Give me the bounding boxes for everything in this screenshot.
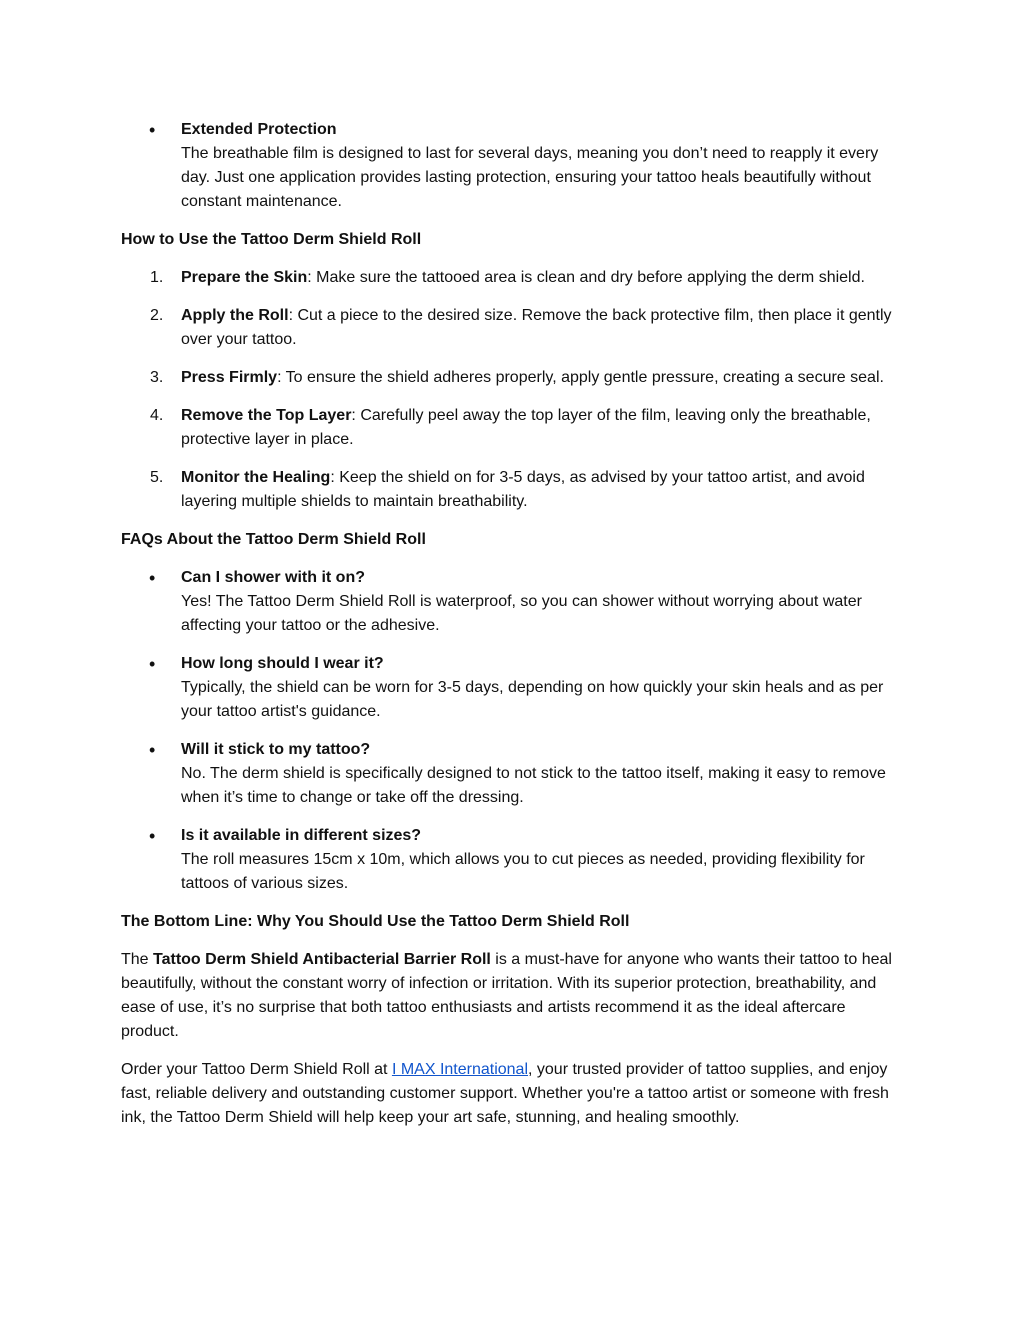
faq-item bbox=[121, 566, 905, 638]
step-item bbox=[121, 466, 905, 514]
bullet-text: The breathable film is designed to last for several days, meaning you don’t need to reapply it every day. Just one application provides lasting protection, ensuring your tattoo heals beautifully without constant maintenance. bbox=[181, 145, 879, 210]
step-text: : To ensure the shield adheres properly, apply gentle pressure, creating a secure seal. bbox=[277, 369, 884, 386]
step-text: : Cut a piece to the desired size. Remove the back protective film, then place it gently over your tattoo. bbox=[181, 307, 892, 348]
faq-answer: Typically, the shield can be worn for 3-5 days, depending on how quickly your skin heals and as per your tattoo artist's guidance. bbox=[181, 679, 884, 720]
faq-answer: The roll measures 15cm x 10m, which allows you to cut pieces as needed, providing flexibility for tattoos of various sizes. bbox=[181, 851, 865, 892]
bullet-icon: • bbox=[149, 120, 156, 140]
step-title: Monitor the Healing bbox=[181, 469, 331, 486]
faq-question: Is it available in different sizes? bbox=[181, 827, 422, 844]
document-page bbox=[121, 118, 905, 1144]
section-heading-bottom-line: The Bottom Line: Why You Should Use the Tattoo Derm Shield Roll bbox=[121, 913, 630, 930]
faq-question: Will it stick to my tattoo? bbox=[181, 741, 371, 758]
step-number: 4. bbox=[150, 407, 164, 424]
step-number: 1. bbox=[150, 269, 164, 286]
step-item bbox=[121, 266, 905, 290]
bullet-title: Extended Protection bbox=[181, 121, 337, 138]
faq-question: Can I shower with it on? bbox=[181, 569, 365, 586]
product-name: Tattoo Derm Shield Antibacterial Barrier Roll bbox=[153, 951, 491, 968]
paragraph-order bbox=[121, 1058, 905, 1130]
faq-item bbox=[121, 652, 905, 724]
step-number: 5. bbox=[150, 469, 164, 486]
step-item bbox=[121, 366, 905, 390]
faq-item bbox=[121, 738, 905, 810]
faq-answer: Yes! The Tattoo Derm Shield Roll is waterproof, so you can shower without worrying about water affecting your tattoo or the adhesive. bbox=[181, 593, 862, 634]
paragraph-summary bbox=[121, 948, 905, 1044]
list-item bbox=[121, 118, 905, 214]
bullet-icon: • bbox=[149, 826, 156, 846]
summary-prefix: The bbox=[121, 951, 154, 968]
bullet-icon: • bbox=[149, 654, 156, 674]
step-item bbox=[121, 304, 905, 352]
step-text: : Keep the shield on for 3-5 days, as advised by your tattoo artist, and avoid layering multiple shields to maintain breathability. bbox=[181, 469, 865, 510]
faq-question: How long should I wear it? bbox=[181, 655, 384, 672]
step-title: Prepare the Skin bbox=[181, 269, 308, 286]
step-title: Apply the Roll bbox=[181, 307, 289, 324]
step-number: 2. bbox=[150, 307, 164, 324]
imax-international-link[interactable]: I MAX International bbox=[391, 1061, 529, 1078]
section-heading-how-to: How to Use the Tattoo Derm Shield Roll bbox=[121, 231, 422, 248]
step-text: : Make sure the tattooed area is clean and dry before applying the derm shield. bbox=[307, 269, 865, 286]
bullet-icon: • bbox=[149, 740, 156, 760]
faq-answer: No. The derm shield is specifically designed to not stick to the tattoo itself, making it easy to remove when it’s time to change or take off the dressing. bbox=[181, 765, 886, 806]
order-prefix: Order your Tattoo Derm Shield Roll at bbox=[121, 1061, 392, 1078]
summary-text: is a must-have for anyone who wants their tattoo to heal beautifully, without the constant worry of infection or irritation. With its superior protection, breathability, and ease of use, it’s no surprise that both tattoo enthusiasts and artists recommend it as the ideal aftercare product. bbox=[121, 951, 892, 1040]
section-heading-faqs: FAQs About the Tattoo Derm Shield Roll bbox=[121, 531, 426, 548]
step-item bbox=[121, 404, 905, 452]
step-number: 3. bbox=[150, 369, 164, 386]
order-text: , your trusted provider of tattoo supplies, and enjoy fast, reliable delivery and outstanding customer support. Whether you're a tattoo artist or someone with fresh ink, the Tattoo Derm Shield will help keep your art safe, stunning, and healing smoothly. bbox=[121, 1061, 889, 1126]
faq-item bbox=[121, 824, 905, 896]
step-title: Press Firmly bbox=[181, 369, 278, 386]
bullet-icon: • bbox=[149, 568, 156, 588]
step-title: Remove the Top Layer bbox=[181, 407, 352, 424]
step-text: : Carefully peel away the top layer of the film, leaving only the breathable, protective layer in place. bbox=[181, 407, 871, 448]
